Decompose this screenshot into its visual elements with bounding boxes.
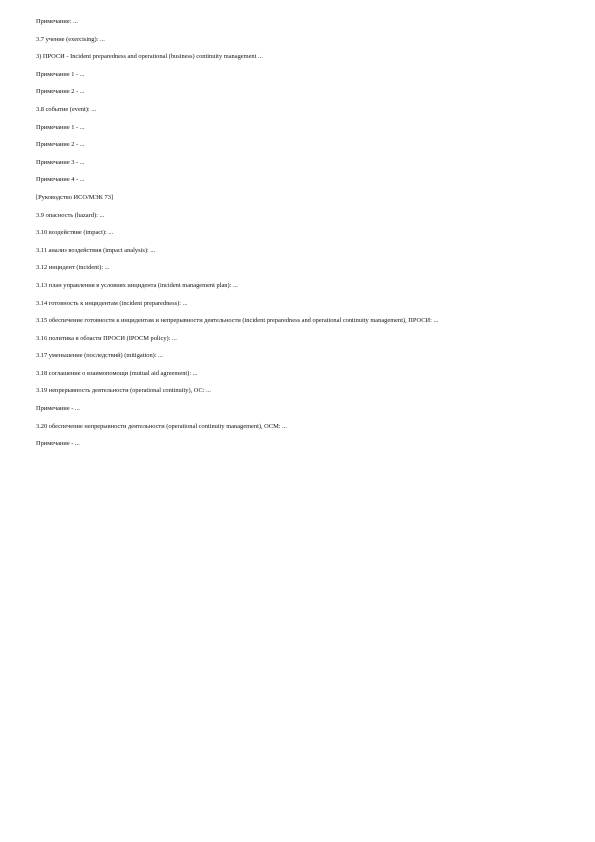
paragraph-p5: Примечание 2 - ... [36, 88, 85, 96]
paragraph-p16: 3.13 план управления в условиях инцидента (incident management plan): ... [36, 281, 238, 289]
paragraph-p1: Примечание: ... [36, 18, 78, 25]
paragraph-p18: 3.15 обеспечение готовности к инцидентам и непрерывности деятельности (incident preparedness and operational continuity management), ПРОСИ: ... [36, 317, 439, 325]
paragraph-p20: 3.17 уменьшение (последствий) (mitigation): ... [36, 352, 163, 360]
paragraph-p3: 3) ПРОСИ - Incident preparedness and operational (business) continuity management ... [36, 53, 263, 61]
paragraph-p4: Примечание 1 - ... [36, 70, 85, 78]
paragraph-p19: 3.16 политика в области ПРОСИ (IPOCM policy): ... [36, 334, 177, 342]
paragraph-p17: 3.14 готовность к инцидентам (incident preparedness): ... [36, 299, 188, 307]
paragraph-p21: 3.18 соглашение о взаимопомощи (mutual aid agreement): ... [36, 369, 198, 377]
paragraph-p7: Примечание 1 - ... [36, 123, 85, 131]
paragraph-p24: 3.20 обеспечение непрерывности деятельности (operational continuity management), ОСМ: ... [36, 422, 287, 430]
paragraph-p23: Примечание - ... [36, 405, 80, 413]
paragraph-p11: [Руководство ИСО/МЭК 73] [36, 193, 114, 201]
paragraph-p2: 3.7 учение (exercising): ... [36, 35, 105, 43]
paragraph-p22: 3.19 непрерывность деятельности (operational continuity), ОС: ... [36, 387, 211, 395]
paragraph-p8: Примечание 2 - ... [36, 141, 85, 149]
paragraph-p25: Примечание - ... [36, 440, 80, 448]
paragraph-p10: Примечание 4 - ... [36, 176, 85, 184]
paragraph-p14: 3.11 анализ воздействия (impact analysis): ... [36, 246, 156, 254]
paragraph-p15: 3.12 инцидент (incident): ... [36, 264, 110, 272]
paragraph-p9: Примечание 3 - ... [36, 158, 85, 166]
paragraph-p13: 3.10 воздействие (impact): ... [36, 229, 114, 237]
paragraph-p12: 3.9 опасность (hazard): ... [36, 211, 105, 219]
paragraph-p6: 3.8 событие (event): ... [36, 105, 97, 113]
